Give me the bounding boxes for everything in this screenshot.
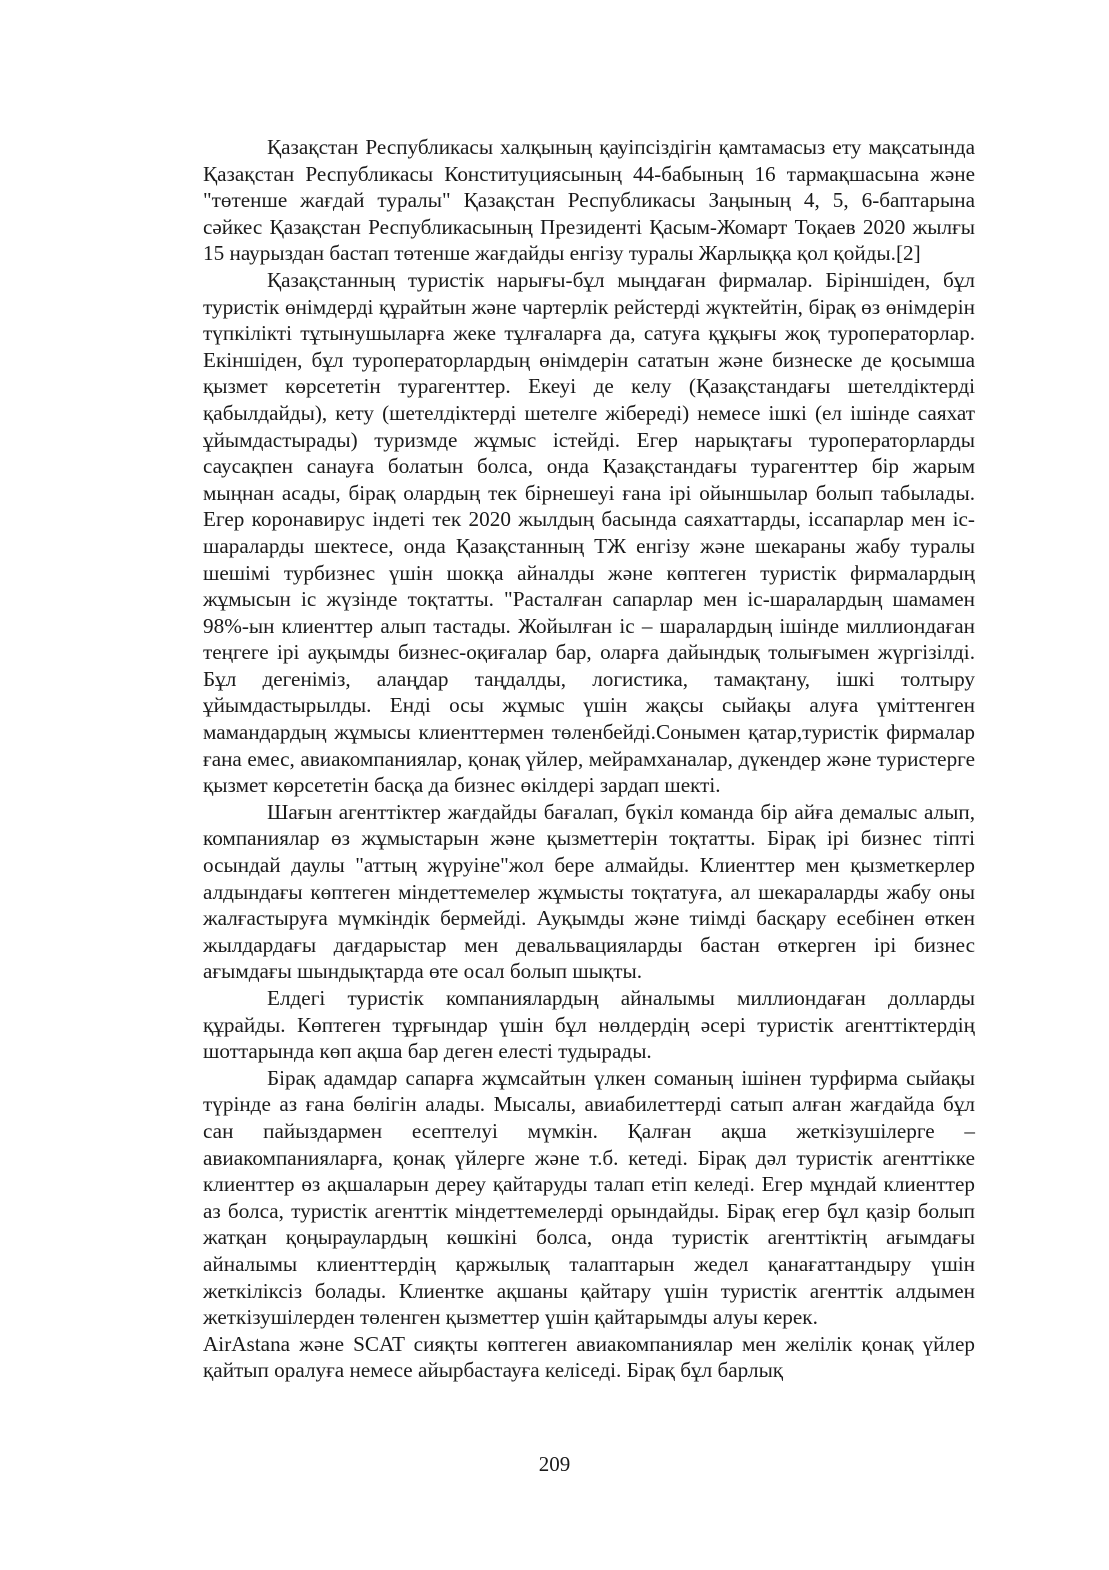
paragraph-1: Қазақстан Республикасы халқының қауіпсіздігін қамтамасыз ету мақсатында Қазақстан Республикасы Конституциясының 44-бабының 16 тармақшасына және "төтенше жағдай туралы" Қазақстан Республикасы Заңының 4, 5, 6-баптарына сәйкес Қазақстан Республикасының Президенті Қасым-Жомарт Тоқаев 2020 жылғы 15 наурыздан бастап төтенше жағдайды енгізу туралы Жарлыққа қол қойды.[2] [203, 135, 975, 266]
page-number: 209 [538, 1452, 571, 1476]
body-text [203, 134, 975, 1384]
paragraph-5: Бірақ адамдар сапарға жұмсайтын үлкен соманың ішінен турфирма сыйақы түрінде аз ғана бөлігін алады. Мысалы, авиабилеттерді сатып алған жағдайда бұл сан пайыздармен есептелуі мүмкін. Қалған ақша жеткізушілерге – авиакомпанияларға, қонақ үйлерге және т.б. кетеді. Бірақ дәл туристік агенттікке клиенттер өз ақшаларын дереу қайтаруды талап етіп келеді. Егер мұндай клиенттер аз болса, туристік агенттік міндеттемелерді орындайды. Бірақ егер бұл қазір болып жатқан қоңыраулардың көшкіні болса, онда туристік агенттіктің ағымдағы айналымы клиенттердің қаржылық талаптарын жедел қанағаттандыру үшін жеткіліксіз болады. Клиентке ақшаны қайтару үшін туристік агенттік алдымен жеткізушілерден төленген қызметтер үшін қайтарымды алуы керек. [203, 1065, 975, 1330]
paragraph-4: Елдегі туристік компаниялардың айналымы миллиондаған долларды құрайды. Көптеген тұрғындар үшін бұл нөлдердің әсері туристік агенттіктердің шоттарында көп ақша бар деген елесті тудырады. [203, 986, 975, 1064]
paragraph-6: AirAstana және SCAT сияқты көптеген авиакомпаниялар мен желілік қонақ үйлер қайтып оралуға немесе айырбастауға келіседі. Бірақ бұл барлық [203, 1331, 975, 1383]
paragraph-2: Қазақстанның туристік нарығы-бұл мыңдаған фирмалар. Біріншіден, бұл туристік өнімдерді құрайтын және чартерлік рейстерді жүктейтін, бірақ өз өнімдерін түпкілікті тұтынушыларға жеке тұлғаларға да, сатуға құқығы жоқ туроператорлар. Екіншіден, бұл туроператорлардың өнімдерін сататын және бизнеске де қосымша қызмет көрсететін турагенттер. Екеуі де келу (Қазақстандағы шетелдіктерді қабылдайды), кету (шетелдіктерді шетелге жібереді) немесе ішкі (ел ішінде саяхат ұйымдастырады) туризмде жұмыс істейді. Егер нарықтағы туроператорларды саусақпен санауға болатын болса, онда Қазақстандағы турагенттер бір жарым мыңнан асады, бірақ олардың тек бірнешеуі ғана ірі ойыншылар болып табылады. Егер коронавирус індеті тек 2020 жылдың басында саяхаттарды, іссапарлар мен іс-шараларды шектесе, онда Қазақстанның ТЖ енгізу және шекараны жабу туралы шешімі турбизнес үшін шокқа айналды және көптеген туристік фирмалардың жұмысын іс жүзінде тоқтатты. "Расталған сапарлар мен іс-шаралардың шамамен 98%-ын клиенттер алып тастады. Жойылған іс – шаралардың ішінде миллиондаған теңгеге ірі ауқымды бизнес-оқиғалар бар, оларға дайындық толығымен жүргізілді. Бұл дегеніміз, алаңдар таңдалды, логистика, тамақтану, ішкі толтыру ұйымдастырылды. Енді осы жұмыс үшін жақсы сыйақы алуға үміттенген мамандардың жұмысы клиенттермен төленбейді.Сонымен қатар,туристік фирмалар ғана емес, авиакомпаниялар, қонақ үйлер, мейрамханалар, дүкендер және туристерге қызмет көрсететін басқа да бизнес өкілдері зардап шекті. [203, 267, 975, 798]
paragraph-3: Шағын агенттіктер жағдайды бағалап, бүкіл команда бір айға демалыс алып, компаниялар өз жұмыстарын және қызметтерін тоқтатты. Бірақ ірі бизнес тіпті осындай даулы "аттың жүруіне"жол бере алмайды. Клиенттер мен қызметкерлер алдындағы көптеген міндеттемелер жұмысты тоқтатуға, ал шекараларды жабу оны жалғастыруға мүмкіндік бермейді. Ауқымды және тиімді басқару есебінен өткен жылдардағы дағдарыстар мен девальвацияларды бастан өткерген ірі бизнес ағымдағы шындықтарда өте осал болып шықты. [203, 799, 975, 984]
